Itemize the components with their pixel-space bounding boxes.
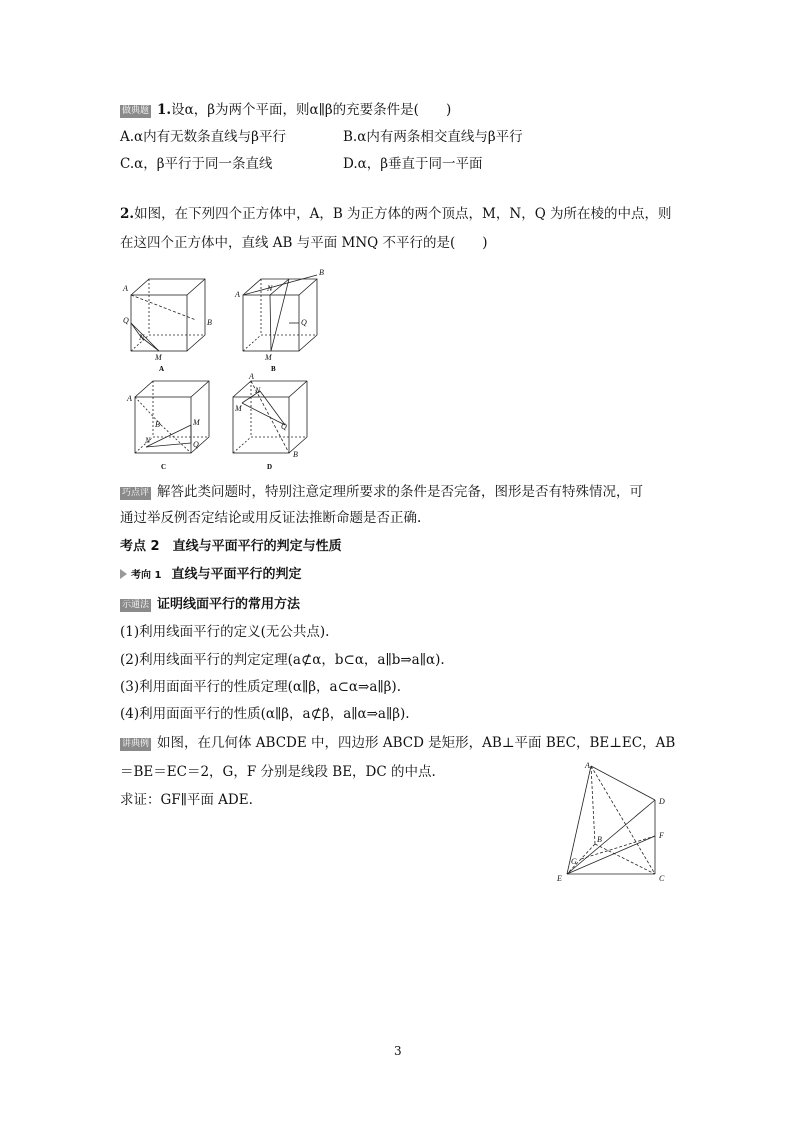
q1-option-b: B.α内有两条相交直线与β平行 (343, 129, 523, 145)
svg-text:C: C (659, 874, 665, 883)
q2-cube-figures (115, 265, 330, 475)
comment-line1 (120, 483, 643, 501)
svg-text:N: N (255, 386, 261, 395)
q1-stem-line (120, 101, 451, 119)
method-item-2: (2)利用线面平行的判定定理(a⊄α，b⊂α，a∥b⇒a∥α). (120, 652, 445, 668)
comment-line2: 通过举反例否定结论或用反证法推断命题是否正确. (120, 510, 422, 526)
svg-text:G: G (571, 857, 577, 866)
svg-text:A: A (585, 761, 590, 770)
svg-text:M: M (155, 353, 162, 362)
section-subtitle-line (120, 566, 301, 585)
svg-text:N: N (139, 333, 145, 342)
q1-option-d: D.α，β垂直于同一平面 (343, 156, 483, 172)
q1-number: 1. (157, 102, 172, 118)
cube-d (233, 381, 307, 453)
example-prove: 求证：GF∥平面 ADE. (120, 792, 253, 808)
svg-text:A: A (235, 290, 240, 299)
section-title: 考点 2 直线与平面平行的判定与性质 (120, 539, 342, 554)
svg-text:N: N (267, 284, 273, 293)
svg-text:B: B (319, 268, 324, 277)
method-item-1: (1)利用线面平行的定义(无公共点). (120, 624, 330, 640)
svg-text:D: D (659, 797, 665, 806)
svg-text:E: E (557, 874, 562, 883)
comment-badge: 巧点评 (122, 488, 150, 498)
svg-text:A: A (127, 394, 132, 403)
example-text1: 如图，在几何体 ABCDE 中，四边形 ABCD 是矩形，AB⊥平面 BEC，BE⊥EC，AB (157, 735, 676, 751)
svg-text:A: A (249, 372, 254, 381)
svg-text:B: B (207, 318, 212, 327)
svg-text:Q: Q (281, 422, 287, 431)
page-number: 3 (394, 1044, 402, 1058)
q2-stem-text1: 如图，在下列四个正方体中，A，B 为正方体的两个顶点，M，N，Q 为所在棱的中点，则 (134, 206, 672, 222)
q1-option-c: C.α，β平行于同一条直线 (120, 156, 273, 172)
svg-text:F: F (659, 831, 664, 840)
solid-abcde-figure (555, 760, 680, 885)
svg-text:A: A (123, 284, 128, 293)
caption-c: C (161, 463, 167, 471)
svg-text:N: N (145, 436, 151, 445)
section-subtitle: 直线与平面平行的判定 (171, 567, 302, 582)
svg-text:M: M (265, 353, 272, 362)
subtitle-tag: 考向 1 (131, 570, 162, 581)
example-line2: ＝BE＝EC＝2，G，F 分别是线段 BE，DC 的中点. (120, 764, 436, 780)
caption-d: D (267, 463, 273, 471)
svg-text:M: M (235, 404, 242, 413)
method-item-4: (4)利用面面平行的性质(α∥β，a⊄β，a∥α⇒a∥β). (120, 706, 410, 722)
comment-text1: 解答此类问题时，特别注意定理所要求的条件是否完备，图形是否有特殊情况，可 (157, 484, 644, 500)
caption-a: A (159, 365, 165, 373)
q1-stem: 设α，β为两个平面，则α∥β的充要条件是( ) (171, 102, 452, 118)
triangle-icon (120, 569, 127, 579)
svg-text:Q: Q (193, 440, 199, 449)
svg-text:Q: Q (301, 318, 307, 327)
svg-text:Q: Q (123, 316, 129, 325)
example-line1 (120, 734, 675, 752)
caption-b: B (271, 365, 276, 373)
cube-b (243, 275, 317, 351)
q2-number: 2. (120, 206, 135, 222)
q1-option-a: A.α内有无数条直线与β平行 (120, 129, 286, 145)
q1-badge: 做典题 (122, 106, 150, 116)
q2-stem-line2: 在这四个正方体中，直线 AB 与平面 MNQ 不平行的是( ) (120, 235, 488, 251)
svg-text:B: B (155, 420, 160, 429)
methods-title-line (120, 596, 300, 614)
methods-title: 证明线面平行的常用方法 (157, 597, 301, 612)
svg-text:B: B (293, 450, 298, 459)
method-item-3: (3)利用面面平行的性质定理(α∥β，a⊂α⇒a∥β). (120, 679, 401, 695)
q2-stem-line1 (120, 205, 672, 223)
example-badge: 讲典例 (122, 739, 150, 749)
svg-text:B: B (597, 835, 602, 844)
svg-text:M: M (193, 418, 200, 427)
methods-badge: 示通法 (122, 600, 150, 610)
